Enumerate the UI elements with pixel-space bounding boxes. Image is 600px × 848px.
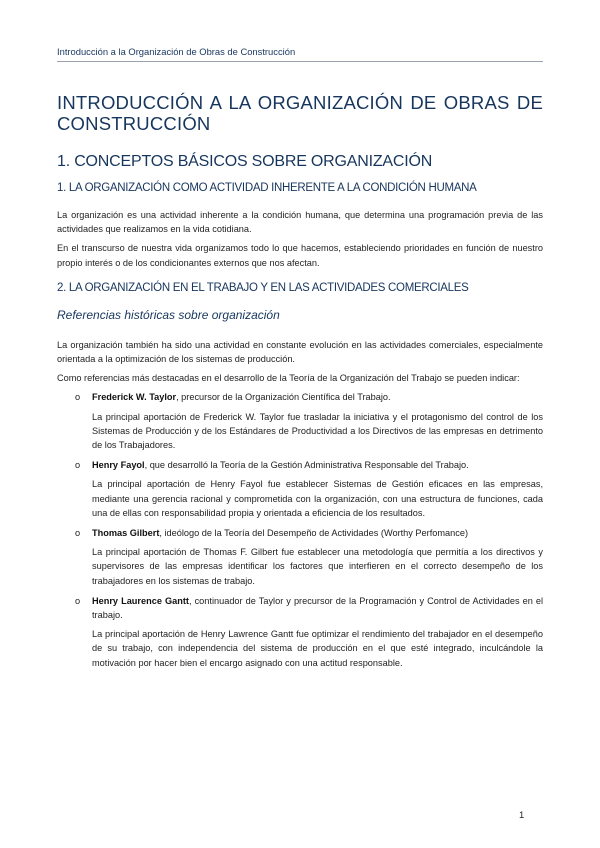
historical-references-heading: Referencias históricas sobre organización	[57, 307, 280, 322]
list-item-lead	[92, 526, 543, 540]
section-heading-1: 1. CONCEPTOS BÁSICOS SOBRE ORGANIZACIÓN	[57, 153, 433, 170]
references-list	[57, 390, 543, 669]
paragraph-2: En el transcurso de nuestra vida organizamos todo lo que hacemos, estableciendo prioridades en función de nuestro propio interés o de los condicionantes externos que nos afectan.	[57, 243, 543, 268]
list-item-body: La principal aportación de Henry Lawrence Gantt fue optimizar el rendimiento del trabajador en el desempeño de su trabajo, con independencia del sistema de producción en el que esté integrado, inculcándole la motivación por hacer bien el encargo asignado con una actitud responsable.	[92, 629, 543, 668]
page-number: 1	[519, 809, 525, 820]
running-header: Introducción a la Organización de Obras de Construcción	[57, 46, 296, 57]
list-item-body: La principal aportación de Henry Fayol fue establecer Sistemas de Gestión eficaces en las empresas, mediante una gerencia racional y comprometida con la organización, con una estructura de funciones, cada una de ellas con responsabilidad propia y orientada a eficiencia de los resultados.	[92, 479, 543, 518]
document-title	[57, 92, 543, 134]
page-content	[57, 92, 543, 676]
person-name: Frederick W. Taylor	[92, 392, 177, 403]
list-item-lead	[92, 390, 543, 404]
person-name: Henry Fayol	[92, 460, 145, 471]
list-item-lead	[92, 458, 543, 472]
subsection-heading-1: 1. LA ORGANIZACIÓN COMO ACTIVIDAD INHERENTE A LA CONDICIÓN HUMANA	[57, 182, 477, 194]
list-item	[57, 390, 543, 452]
paragraph-3: La organización también ha sido una actividad en constante evolución en las actividades comerciales, especialmente orientada a la optimización de los sistemas de producción.	[57, 339, 543, 365]
list-item-lead	[92, 594, 543, 622]
document-title-line-2: CONSTRUCCIÓN	[57, 113, 211, 134]
document-title-line-1: INTRODUCCIÓN A LA ORGANIZACIÓN DE OBRAS DE	[57, 92, 543, 113]
bullet-icon: o	[75, 392, 81, 403]
person-description: , precursor de la Organización Científica del Trabajo.	[176, 392, 391, 403]
list-item	[57, 526, 543, 588]
subsection-heading-2: 2. LA ORGANIZACIÓN EN EL TRABAJO Y EN LAS ACTIVIDADES COMERCIALES	[57, 281, 469, 294]
bullet-icon: o	[75, 528, 81, 539]
paragraph-4: Como referencias más destacadas en el desarrollo de la Teoría de la Organización del Trabajo se pueden indicar:	[57, 373, 520, 384]
person-description: , continuador de Taylor y precursor de la Programación y Control de Actividades en el trabajo.	[92, 595, 544, 621]
person-description: , que desarrolló la Teoría de la Gestión Administrativa Responsable del Trabajo.	[144, 460, 469, 471]
list-item-body: La principal aportación de Frederick W. Taylor fue trasladar la iniciativa y el protagonismo del control de los Sistemas de Producción y de los Estándares de Productividad a los Directivos de las empresas en detrimento de los Trabajadores.	[92, 411, 543, 451]
person-name: Thomas Gilbert	[92, 528, 160, 539]
bullet-icon: o	[75, 460, 81, 471]
bullet-icon: o	[75, 595, 81, 606]
person-name: Henry Laurence Gantt	[92, 595, 189, 606]
person-description: , ideólogo de la Teoría del Desempeño de Actividades (Worthy Perfomance)	[159, 528, 469, 539]
header-divider	[57, 61, 543, 62]
list-item	[57, 458, 543, 520]
list-item-body: La principal aportación de Thomas F. Gilbert fue establecer una metodología que permitía a los directivos y supervisores de las empresas identificar los factores que interfieren en el correcto desempeño de los trabajadores en los sistemas de trabajo.	[92, 547, 543, 586]
list-item	[57, 594, 543, 670]
paragraph-1: La organización es una actividad inherente a la condición humana, que determina una programación previa de las actividades que realizamos en la vida cotidiana.	[57, 210, 543, 235]
